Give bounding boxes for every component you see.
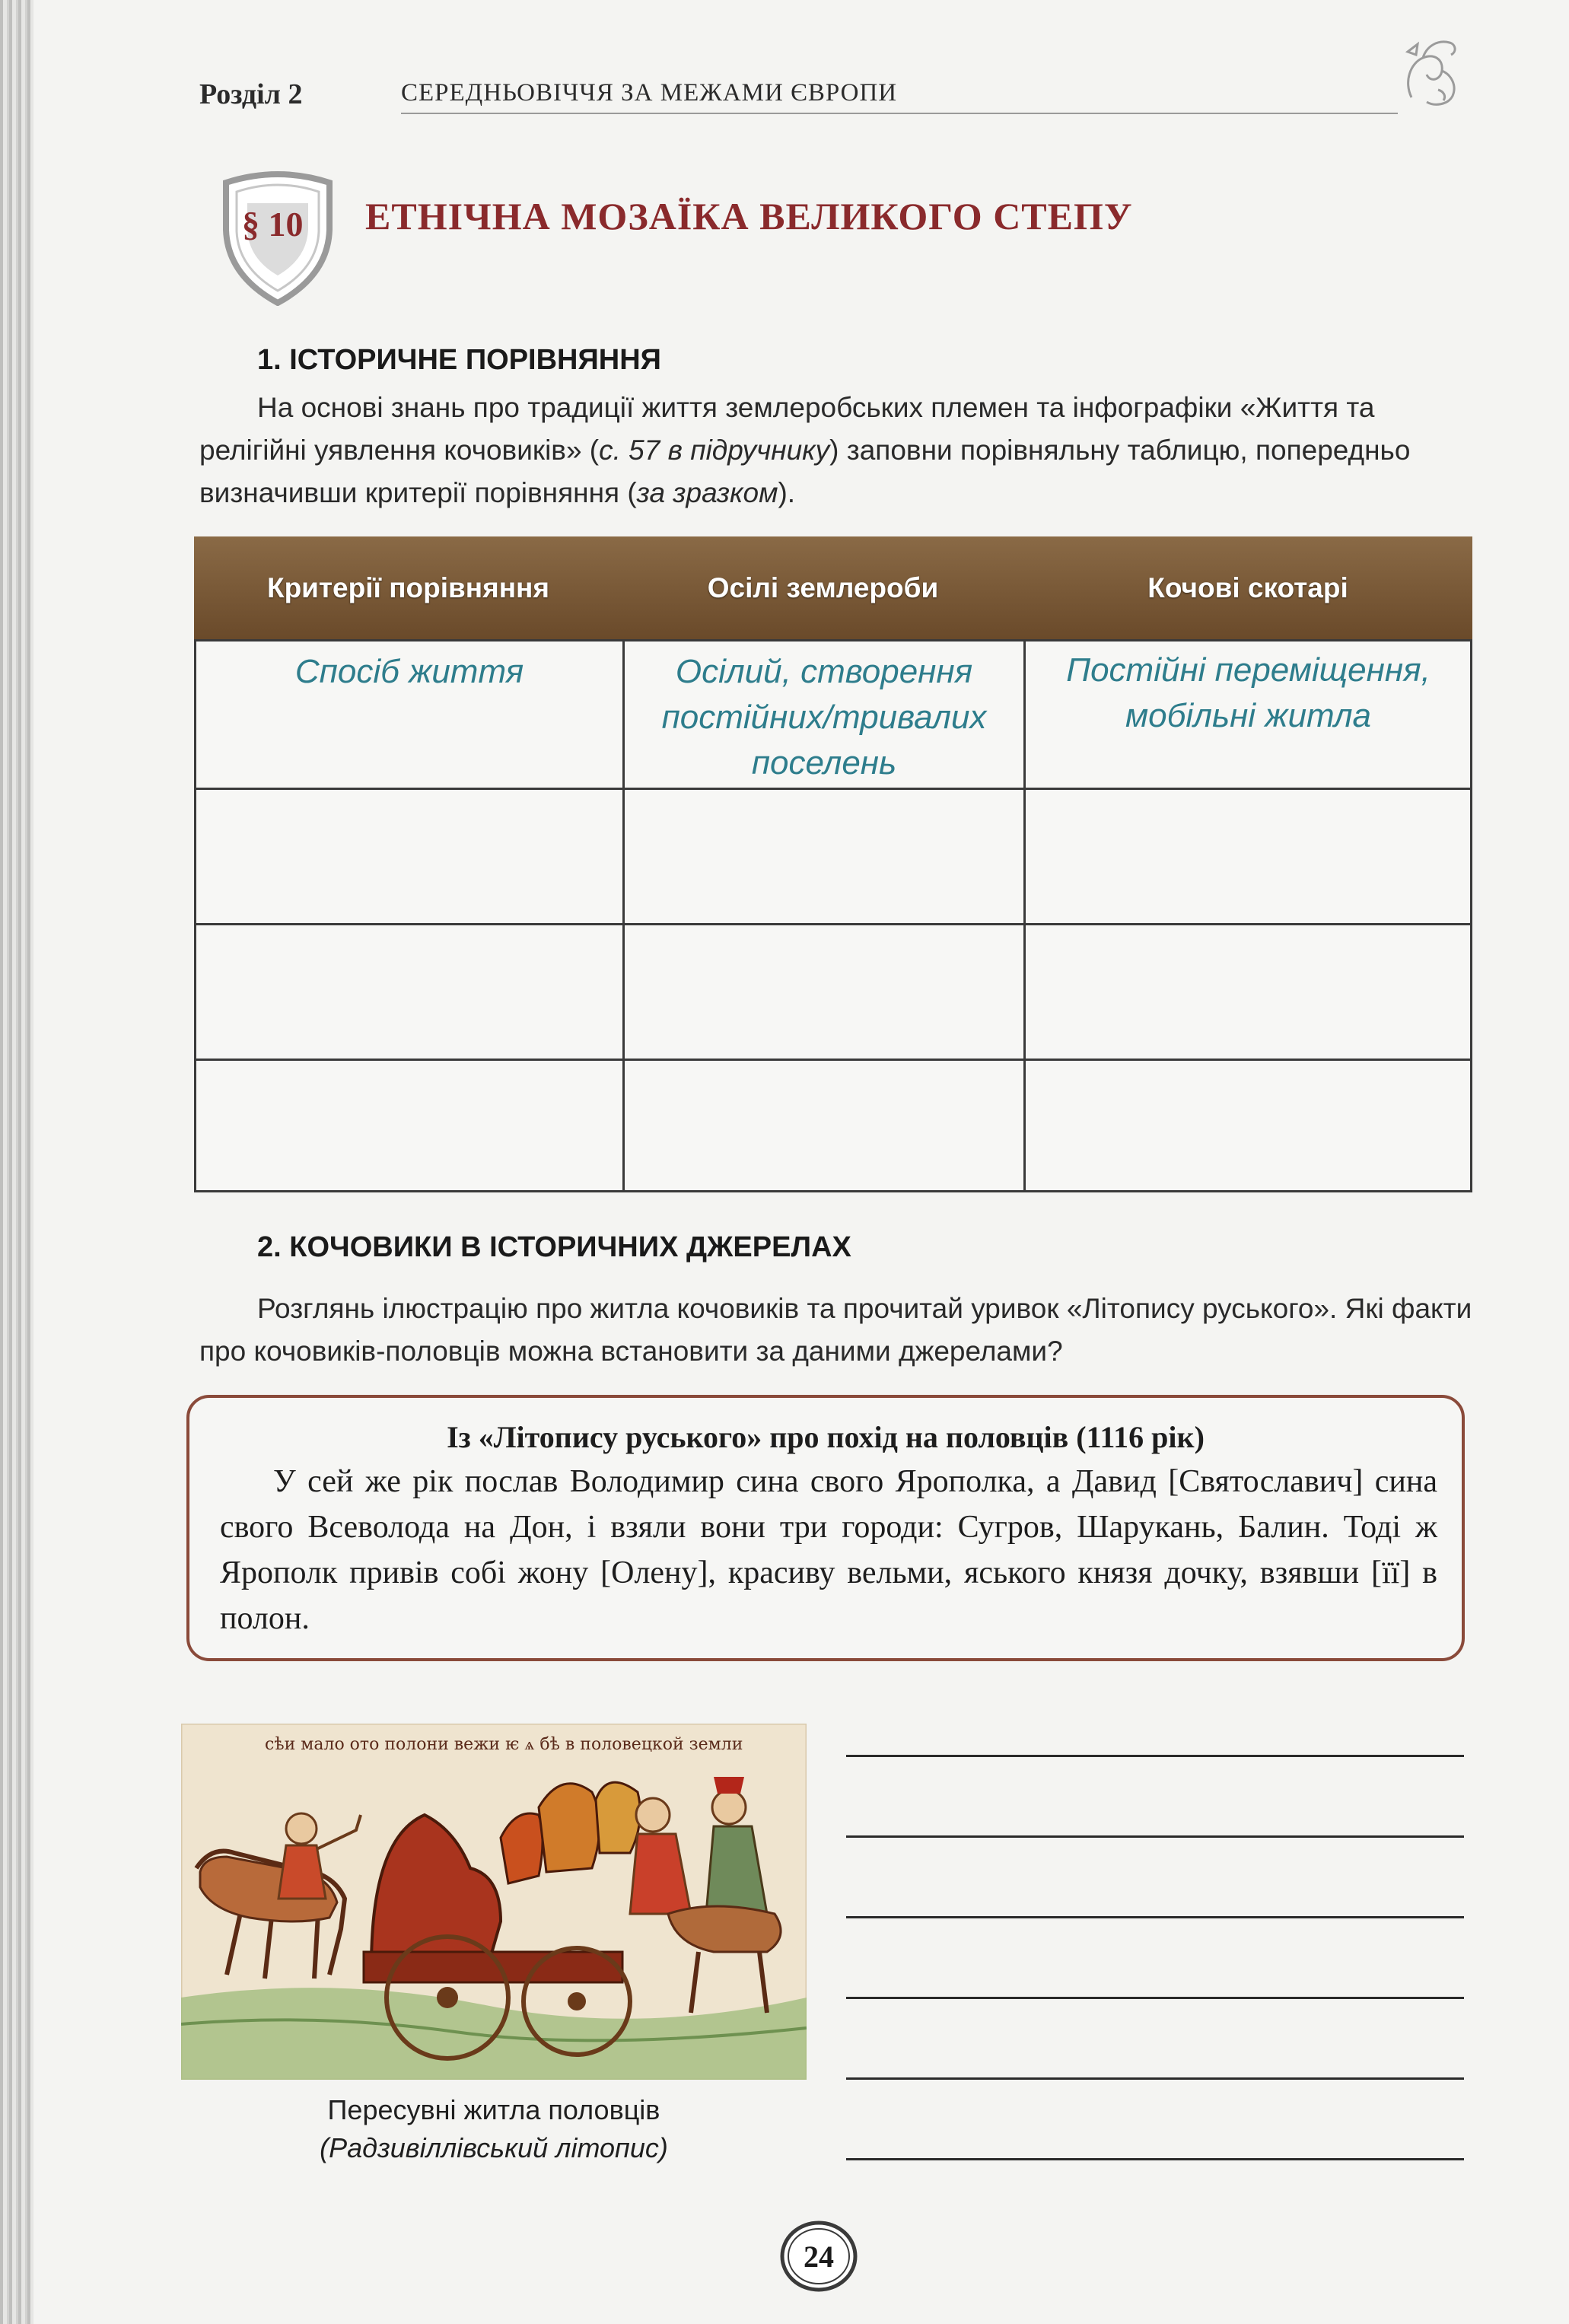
chronicle-excerpt-box (186, 1395, 1465, 1661)
page-number: 24 (804, 2239, 834, 2274)
excerpt-body: У сей же рік послав Володимир сина свого Ярополка, а Давид [Святославич] сина свого Всеволода на Дон, і взяли вони три городи: Сугров, Шарукань, Балин. Тоді ж Ярополк привів собі жону [Олену], красиву вельми, яського князя дочку, взявши [її] в полон. (220, 1464, 1437, 1636)
column-divider (1023, 641, 1026, 1190)
answer-line[interactable] (846, 1835, 1464, 1838)
running-head (199, 73, 1447, 119)
sample-criterion-cell: Спосіб життя (294, 653, 524, 690)
chapter-title: ЕТНІЧНА МОЗАЇКА ВЕЛИКОГО СТЕПУ (365, 195, 1133, 237)
paragraph-number: § 10 (242, 205, 304, 244)
row-divider (196, 1059, 1470, 1061)
page-number-badge (776, 2217, 861, 2296)
task2-heading: 2. КОЧОВИКИ В ІСТОРИЧНИХ ДЖЕРЕЛАХ (257, 1231, 851, 1263)
dragon-ornament-icon (1396, 29, 1465, 113)
section-label: Розділ 2 (199, 78, 303, 110)
sample-farmers-cell: Осілий, створення постійних/тривалих поселень (661, 653, 987, 782)
excerpt-text (220, 1459, 1437, 1641)
task1-instruction (199, 387, 1478, 514)
miniature-inscription: сѣи мало ото полони вежи ѥ ѧ бѣ в половецкой земли (265, 1735, 743, 1754)
task1-instruction-part3: ). (778, 477, 796, 508)
sample-nomads-cell: Постійні переміщення, мобільні житла (1066, 651, 1431, 734)
column-divider (622, 641, 625, 1190)
table-header (194, 536, 1472, 639)
caption-title: Пересувні житла половців (327, 2094, 660, 2125)
task2-instruction (199, 1288, 1478, 1373)
excerpt-title: Із «Літопису руського» про похід на половців (1116 рік) (447, 1420, 1205, 1454)
task1-instruction-part2: ) заповни порівняльну таблицю, попередньо визначивши критерії порівняння ( (199, 435, 1411, 508)
header-rule (401, 113, 1398, 114)
header-nomadic-herders: Кочові скотарі (1147, 571, 1348, 603)
task1-instruction-part1: На основі знань про традиції життя землеробських племен та інфографіки «Життя та релігійні уявлення кочовиків» ( (199, 392, 1375, 466)
answer-line[interactable] (846, 1997, 1464, 1999)
chronicle-miniature-image (181, 1724, 807, 2080)
answer-line[interactable] (846, 2077, 1464, 2080)
answer-line[interactable] (846, 1755, 1464, 1757)
row-divider (196, 923, 1470, 925)
task1-heading: 1. ІСТОРИЧНЕ ПОРІВНЯННЯ (257, 344, 661, 376)
answer-line[interactable] (846, 2158, 1464, 2160)
answer-line[interactable] (846, 1916, 1464, 1918)
textbook-reference: с. 57 в підручнику (599, 435, 830, 466)
row-divider (196, 788, 1470, 790)
sample-note: за зразком (636, 477, 778, 508)
comparison-table (194, 536, 1472, 1192)
task2-instruction-text: Розглянь ілюстрацію про житла кочовиків та прочитай уривок «Літопису руського». Які факти про кочовиків-половців можна встановити за даними джерелами? (199, 1293, 1472, 1367)
caption-source: (Радзивіллівський літопис) (320, 2132, 668, 2163)
page-edge (0, 0, 33, 2324)
section-title: СЕРЕДНЬОВІЧЧЯ ЗА МЕЖАМИ ЄВРОПИ (401, 79, 898, 107)
table-body (194, 639, 1472, 1192)
header-settled-farmers: Осілі землероби (707, 571, 939, 603)
header-criteria: Критерії порівняння (267, 571, 549, 603)
illustration-caption (181, 2091, 807, 2167)
